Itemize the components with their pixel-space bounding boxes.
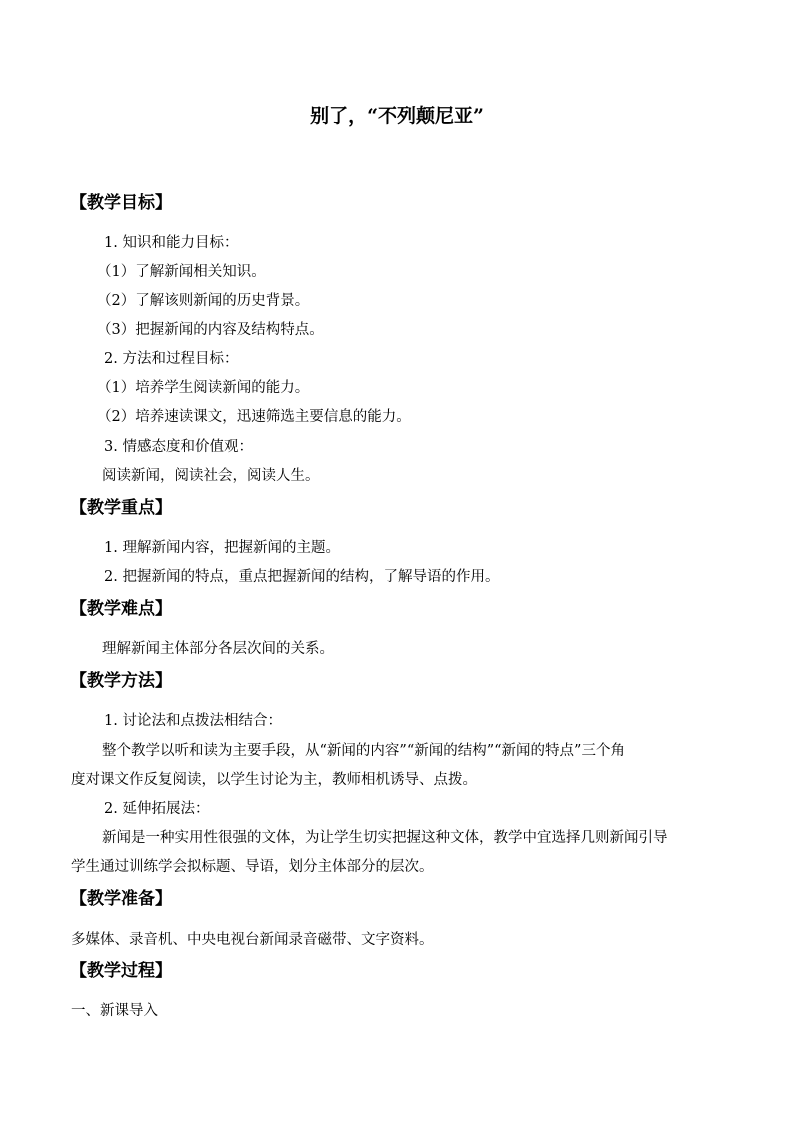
- methods-line: 新闻是一种实用性很强的文体，为让学生切实把握这种文体，教学中宜选择几则新闻引导: [102, 830, 668, 846]
- objectives-line: 1. 知识和能力目标：: [104, 235, 239, 251]
- objectives-line: （2）了解该则新闻的历史背景。: [97, 293, 310, 309]
- section-heading-methods: 【教学方法】: [70, 671, 172, 691]
- section-heading-objectives: 【教学目标】: [70, 193, 172, 213]
- preparation-line: 多媒体、录音机、中央电视台新闻录音磁带、文字资料。: [71, 932, 434, 948]
- objectives-line: （1）培养学生阅读新闻的能力。: [97, 380, 310, 396]
- key-points-line: 1. 理解新闻内容，把握新闻的主题。: [104, 540, 340, 556]
- section-heading-preparation: 【教学准备】: [70, 889, 172, 909]
- objectives-line: （1）了解新闻相关知识。: [97, 264, 266, 280]
- section-heading-key-points: 【教学重点】: [70, 498, 172, 518]
- objectives-line: 3. 情感态度和价值观：: [104, 439, 253, 455]
- methods-line: 度对课文作反复阅读，以学生讨论为主，教师相机诱导、点拨。: [71, 772, 477, 788]
- objectives-line: （2）培养速读课文，迅速筛选主要信息的能力。: [97, 409, 411, 425]
- methods-line: 1. 讨论法和点拨法相结合：: [104, 713, 282, 729]
- difficulties-line: 理解新闻主体部分各层次间的关系。: [102, 641, 334, 657]
- key-points-line: 2. 把握新闻的特点，重点把握新闻的结构，了解导语的作用。: [104, 569, 500, 585]
- methods-line: 2. 延伸拓展法：: [104, 801, 210, 817]
- objectives-line: 阅读新闻，阅读社会，阅读人生。: [102, 468, 320, 484]
- methods-line: 学生通过训练学会拟标题、导语，划分主体部分的层次。: [71, 859, 434, 875]
- objectives-line: 2. 方法和过程目标：: [104, 351, 239, 367]
- page-title: 别了，“不列颠尼亚”: [310, 105, 484, 127]
- process-line: 一、新课导入: [71, 1003, 158, 1019]
- section-heading-process: 【教学过程】: [70, 961, 172, 981]
- methods-line: 整个教学以听和读为主要手段，从“新闻的内容”“新闻的结构”“新闻的特点”三个角: [102, 743, 625, 759]
- objectives-line: （3）把握新闻的内容及结构特点。: [97, 322, 324, 338]
- section-heading-difficulties: 【教学难点】: [70, 599, 172, 619]
